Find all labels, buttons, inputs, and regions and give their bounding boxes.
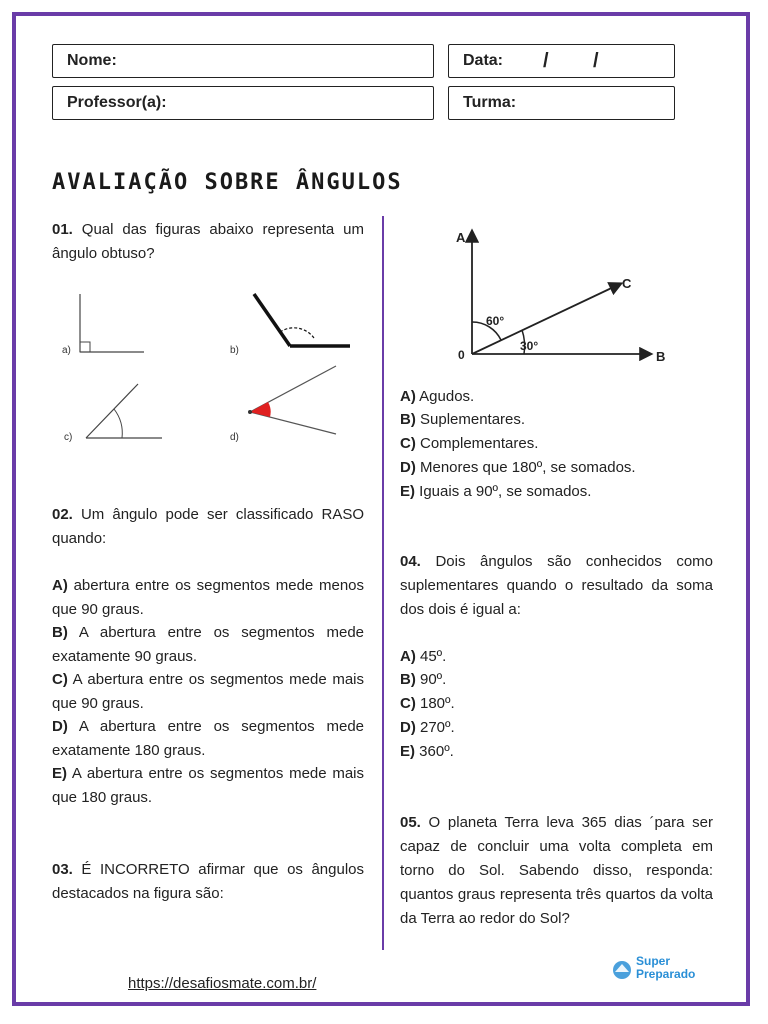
option-text: 45º. (420, 648, 447, 665)
q4-option-d[interactable] (400, 716, 712, 740)
option-text: 180º. (420, 695, 455, 712)
option-letter: D) (52, 718, 68, 735)
date-field[interactable] (448, 44, 675, 78)
figure-c-acute-angle (64, 384, 162, 443)
q3-angle-figure (440, 222, 680, 372)
figure-b-obtuse-angle (230, 294, 350, 356)
question-02 (52, 503, 364, 551)
question-03 (52, 858, 364, 906)
option-letter: E) (400, 743, 415, 760)
option-letter: D) (400, 719, 416, 736)
logo-text-line1: Super (636, 954, 671, 968)
q3-option-e[interactable] (400, 480, 712, 504)
option-text: 360º. (419, 743, 454, 760)
class-field[interactable] (448, 86, 675, 120)
q3-option-b[interactable] (400, 408, 712, 432)
option-letter: D) (400, 459, 416, 476)
column-divider (382, 216, 384, 950)
question-number: 03. (52, 861, 73, 878)
question-number: 02. (52, 506, 73, 523)
option-text: abertura entre os segmentos mede menos que 90 graus. (52, 577, 365, 618)
option-text: A abertura entre os segmentos mede exatamente 90 graus. (52, 624, 365, 665)
q2-option-a[interactable] (52, 574, 364, 622)
option-letter: A) (400, 388, 416, 405)
question-number: 04. (400, 553, 421, 570)
super-preparado-logo (610, 950, 714, 986)
figure-b-label: b) (230, 345, 239, 356)
figure-d-label: d) (230, 432, 239, 443)
q3-option-c[interactable] (400, 432, 712, 456)
q4-option-c[interactable] (400, 692, 712, 716)
question-number: 05. (400, 814, 421, 831)
figure-a-right-angle (62, 294, 144, 356)
name-label: Nome: (67, 52, 117, 69)
point-o-label: 0 (458, 348, 465, 362)
option-letter: A) (52, 577, 68, 594)
question-04 (400, 550, 713, 622)
question-text: É INCORRETO afirmar que os ângulos destacados na figura são: (52, 861, 365, 902)
q2-option-d[interactable] (52, 715, 364, 763)
figure-d-highlighted-angle (230, 366, 336, 443)
option-letter: C) (400, 435, 416, 452)
option-letter: E) (52, 765, 67, 782)
question-text: Qual das figuras abaixo representa um ângulo obtuso? (52, 221, 364, 262)
class-label: Turma: (463, 94, 517, 111)
question-number: 01. (52, 221, 73, 238)
date-label: Data: (463, 52, 504, 69)
option-letter: A) (400, 648, 416, 665)
point-a-label: A (456, 230, 466, 245)
question-text: O planeta Terra leva 365 dias ´para ser capaz de concluir uma volta completa em torno do Sol. Sabendo disso, responda: quantos graus representa três quartos da volta da Terra ao redor do Sol? (400, 814, 713, 927)
figure-c-label: c) (64, 432, 73, 443)
teacher-label: Professor(a): (67, 94, 167, 111)
option-text: A abertura entre os segmentos mede mais que 90 graus. (52, 671, 364, 712)
option-text: Iguais a 90º, se somados. (419, 483, 592, 500)
option-text: Agudos. (419, 388, 475, 405)
point-b-label: B (656, 349, 666, 364)
option-letter: E) (400, 483, 415, 500)
question-text: Dois ângulos são conhecidos como suplementares quando o resultado da soma dos dois é igual a: (400, 553, 713, 618)
q4-option-a[interactable] (400, 645, 712, 669)
option-text: 90º. (420, 671, 447, 688)
option-text: Suplementares. (420, 411, 526, 428)
q3-option-a[interactable] (400, 385, 712, 409)
figure-a-label: a) (62, 345, 71, 356)
q2-option-b[interactable] (52, 621, 364, 669)
teacher-field[interactable] (52, 86, 434, 120)
option-text: A abertura entre os segmentos mede mais que 180 graus. (52, 765, 364, 806)
q1-figures (52, 282, 364, 452)
angle-60-label: 60° (486, 314, 505, 328)
q4-option-b[interactable] (400, 668, 712, 692)
date-slashes: / / (543, 49, 599, 72)
q3-option-d[interactable] (400, 456, 712, 480)
option-text: A abertura entre os segmentos mede exatamente 180 graus. (52, 718, 365, 759)
logo-mark (610, 950, 714, 986)
option-letter: C) (52, 671, 68, 688)
logo-text-line2: Preparado (636, 967, 696, 981)
option-letter: C) (400, 695, 416, 712)
question-text: Um ângulo pode ser classificado RASO quando: (52, 506, 364, 547)
option-text: Complementares. (420, 435, 539, 452)
point-c-label: C (622, 276, 632, 291)
option-text: 270º. (420, 719, 455, 736)
option-letter: B) (52, 624, 68, 641)
name-field[interactable] (52, 44, 434, 78)
q4-option-e[interactable] (400, 740, 712, 764)
q2-option-c[interactable] (52, 668, 364, 716)
angle-30-label: 30° (520, 339, 539, 353)
q2-option-e[interactable] (52, 762, 364, 810)
question-05 (400, 811, 713, 931)
option-letter: B) (400, 411, 416, 428)
option-text: Menores que 180º, se somados. (420, 459, 636, 476)
option-letter: B) (400, 671, 416, 688)
page-title: AVALIAÇÃO SOBRE ÂNGULOS (52, 170, 403, 195)
footer-link[interactable]: https://desafiosmate.com.br/ (128, 975, 317, 992)
question-01 (52, 218, 364, 266)
